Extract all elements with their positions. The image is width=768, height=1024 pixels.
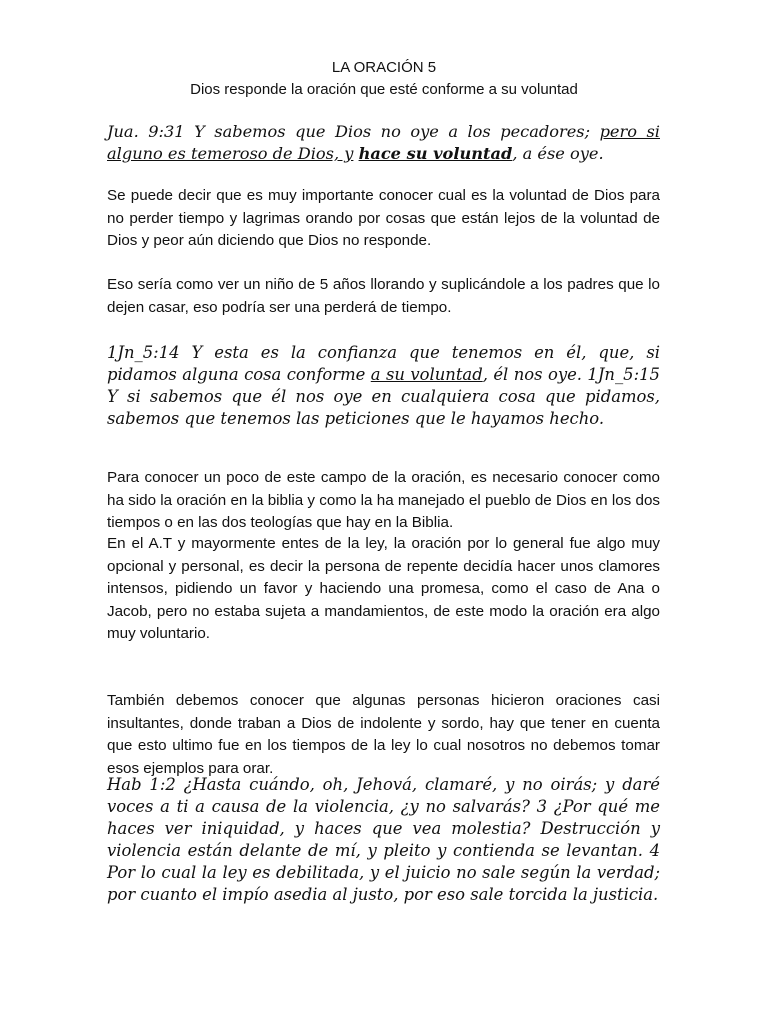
document-subtitle: Dios responde la oración que esté conforme a su voluntad [190,81,578,98]
verse-text-end: , a ése oye. [512,144,604,163]
paragraph-3: Para conocer un poco de este campo de la oración, es necesario conocer como ha sido la oración en la biblia y como la ha manejado el pueblo de Dios en los dos tiempos o en las dos teologías que hay en la Biblia. [107,469,660,532]
verse-juan-9-31 [107,121,660,165]
document-title: LA ORACIÓN 5 [331,59,437,76]
verse-habacuc-1-2: Hab 1:2 ¿Hasta cuándo, oh, Jehová, clamaré, y no oirás; y daré voces a ti a causa de la violencia, ¿y no salvarás? 3 ¿Por qué me haces ver iniquidad, y haces que vea molestia? Destrucción y violencia están delante de mí, y pleito y contienda se levantan. 4 Por lo cual la ley es debilitada, y el juicio no sale según la verdad; por cuanto el impío asedia al justo, por eso sale torcida la justicia. [107,775,660,904]
paragraph-1: Se puede decir que es muy importante conocer cual es la voluntad de Dios para no perder tiempo y lagrimas orando por cosas que están lejos de la voluntad de Dios y peor aún diciendo que Dios no responde. [107,187,660,250]
verse-underlined-text: pero si alguno es temeroso de Dios, y [107,122,660,163]
verse-bold-underlined-text: hace su voluntad [358,144,513,163]
verse-text: Jua. 9:31 Y sabemos que Dios no oye a los pecadores; [107,122,600,141]
verse-1jn-5-14 [107,342,660,430]
verse-text-end: , él nos oye. 1Jn_5:15 Y si sabemos que él nos oye en cualquiera cosa que pidamos, sabemos que tenemos las peticiones que le hayamos hecho. [107,365,660,428]
paragraph-4: En el A.T y mayormente entes de la ley, la oración por lo general fue algo muy opcional y personal, es decir la persona de repente decidía hacer unos clamores intensos, pidiendo un favor y haciendo una promesa, como el caso de Ana o Jacob, pero no estaba sujeta a mandamientos, de este modo la oración era algo muy voluntario. [107,535,660,643]
verse-underlined-text: a su voluntad [370,365,483,384]
paragraph-5: También debemos conocer que algunas personas hicieron oraciones casi insultantes, donde traban a Dios de indolente y sordo, hay que tener en cuenta que esto ultimo fue en los tiempos de la ley lo cual nosotros no debemos tomar esos ejemplos para orar. [107,692,660,777]
verse-text: 1Jn_5:14 Y esta es la confianza que tenemos en él, que, si pidamos alguna cosa conforme [107,343,660,384]
paragraph-2: Eso sería como ver un niño de 5 años llorando y suplicándole a los padres que lo dejen casar, eso podría ser una perderá de tiempo. [107,276,660,316]
